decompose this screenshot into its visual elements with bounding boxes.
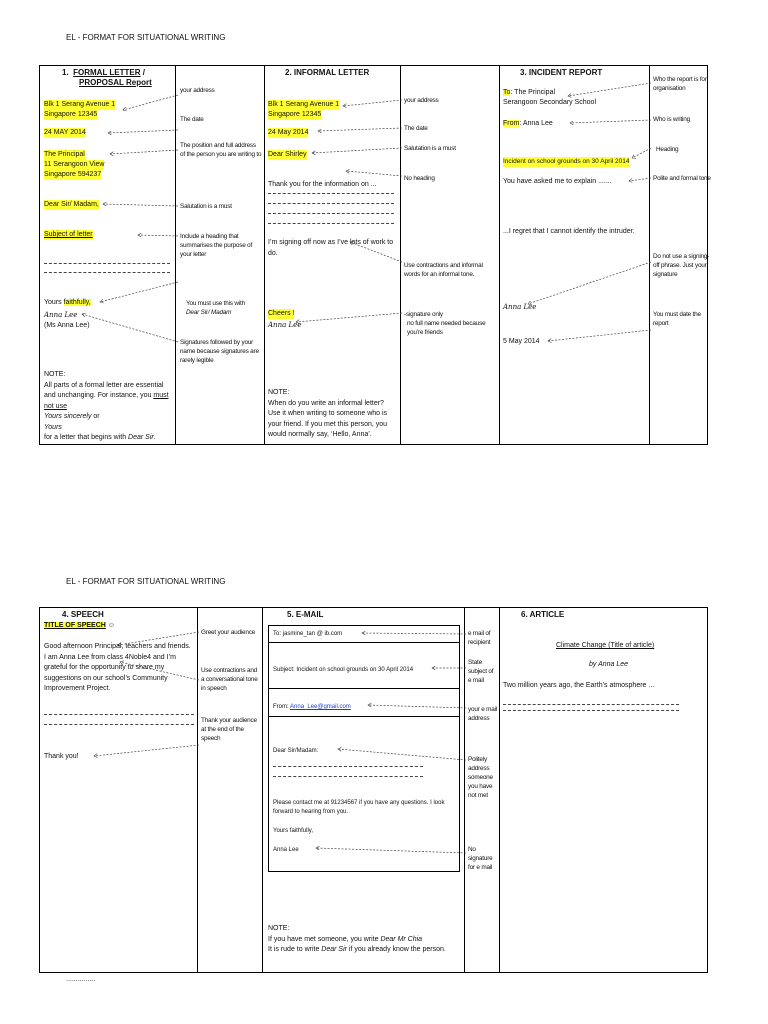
note-politely: Politely address someone you have not met — [468, 756, 493, 799]
note-date: The date — [404, 125, 428, 132]
arrow — [570, 120, 651, 123]
salutation: Dear Sir/ Madam, — [44, 201, 99, 208]
incident-heading: 3. INCIDENT REPORT — [520, 68, 603, 77]
arrow — [568, 83, 651, 96]
arrow — [350, 242, 402, 262]
email-heading: 5. E-MAIL — [287, 610, 324, 619]
page-title: EL - FORMAT FOR SITUATIONAL WRITING — [66, 577, 226, 586]
note-date: The date — [180, 116, 204, 123]
note-no-signoff: Do not use a signing-off phrase. Just your signature — [653, 253, 710, 278]
footer-dots: ............... — [66, 976, 96, 983]
note-recipient: The position and full address of the person you are writing to — [180, 142, 262, 158]
article-heading: 6. ARTICLE — [521, 610, 565, 619]
subject-line: Subject of letter — [44, 231, 93, 238]
arrow — [108, 130, 178, 133]
note-recipient-email: e mail of recipient — [468, 630, 491, 646]
note-report-for: Who the report is for; organisation — [653, 76, 709, 92]
note-salutation: Salutation is a must — [404, 145, 456, 152]
arrow — [346, 171, 402, 176]
article-title: Climate Change (Title of article) — [556, 642, 655, 649]
note-your-address: your address — [404, 97, 439, 104]
closing: Yours faithfully, — [44, 299, 91, 306]
email-note: NOTE: If you have met someone, you write Dear Mr Chia It is rude to write Dear Sir if you already know the person. — [268, 925, 446, 953]
signature: Anna Lee — [268, 321, 302, 329]
note-no-signature: No signature for e mail — [468, 846, 493, 871]
note-date-report: You must date the report — [653, 311, 701, 327]
note-your-address: your address — [180, 87, 215, 94]
arrow — [110, 150, 178, 154]
note-greet: Greet your audience — [201, 629, 256, 636]
note-salutation: Salutation is a must — [180, 203, 232, 210]
arrow — [528, 262, 651, 304]
arrow — [316, 848, 466, 853]
arrow — [123, 95, 178, 110]
recipient-address: 11 Serangoon View — [44, 161, 105, 168]
formal-note: NOTE: All parts of a formal letter are essential and unchanging. For instance, you must not use Yours sincerely or Yours for a letter that begins with Dear Sir. — [44, 371, 169, 441]
note-heading: Heading — [656, 146, 679, 153]
informal-heading: 2. INFORMAL LETTER — [285, 68, 370, 77]
letter-body-closing: I’m signing off now as I’ve lots of work to do. — [268, 239, 394, 257]
arrow — [343, 100, 402, 106]
report-date: 5 May 2014 — [503, 338, 540, 345]
arrow — [632, 148, 651, 158]
sender-address: Blk 1 Serang Avenue 1 — [44, 101, 116, 108]
note-signature-only: -signature only no full name needed because you’re friends — [404, 311, 486, 336]
letter-date: 24 May 2014 — [268, 129, 309, 136]
speech-title: TITLE OF SPEECH ☺ — [44, 622, 115, 629]
arrow — [82, 314, 178, 342]
article-body: Two million years ago, the Earth’s atmosphere ... — [503, 682, 655, 689]
salutation: Dear Shirley — [268, 151, 307, 158]
email-to-field: To: jasmine_tan @ ib.com — [273, 631, 343, 637]
email-closing: Yours faithfully, — [273, 828, 314, 834]
note-signature: Signatures followed by your name because signatures are rarely legible — [180, 339, 259, 364]
arrow — [629, 178, 651, 181]
report-body: You have asked me to explain ....... — [503, 178, 612, 185]
arrow — [120, 662, 199, 680]
note-thank: Thank your audience at the end of the speech — [201, 717, 257, 742]
note-subject: State subject of e mail — [468, 659, 494, 684]
note-heading: Include a heading that summarises the purpose of your letter — [180, 233, 253, 258]
sender-postcode: Singapore 12345 — [268, 111, 322, 118]
recipient-postcode: Singapore 594237 — [44, 171, 102, 178]
email-body: Please contact me at 91234567 if you have any questions. I look forward to hearing from you. — [273, 800, 445, 815]
arrow — [362, 633, 466, 634]
note-tone: Polite and formal tone — [653, 175, 711, 182]
arrow — [100, 282, 178, 302]
email-name: Anna Lee — [273, 847, 299, 853]
formal-heading-2: PROPOSAL Report — [79, 78, 152, 87]
formal-heading: 1. FORMAL LETTER / — [62, 68, 145, 77]
arrow — [312, 148, 402, 153]
page-title: EL - FORMAT FOR SITUATIONAL WRITING — [66, 33, 226, 42]
signature: Anna Lee — [44, 311, 78, 319]
recipient-position: The Principal — [44, 151, 85, 158]
note-conversational: Use contractions and a conversational tone in speech — [201, 667, 258, 692]
letter-body: Thank you for the information on ... — [268, 181, 377, 188]
note-no-heading: No heading — [404, 175, 435, 182]
letter-date: 24 MAY 2014 — [44, 129, 86, 136]
full-name: (Ms Anna Lee) — [44, 322, 90, 329]
note-who-writing: Who is writing — [653, 116, 690, 123]
signature: Anna Lee — [503, 303, 537, 311]
email-salutation: Dear Sir/Madam: — [273, 748, 319, 754]
arrow — [103, 204, 178, 206]
informal-note: NOTE: When do you write an informal letter? Use it when writing to someone who is your friend. If you met this person, you would normally say, ‘Hello, Anna’. — [268, 389, 388, 438]
sender-address: Blk 1 Serang Avenue 1 — [268, 101, 340, 108]
report-to: To: The Principal — [503, 89, 556, 96]
article-byline: by Anna Lee — [589, 661, 629, 668]
closing: Cheers ! — [268, 310, 295, 317]
note-yours-faithfully: You must use this with Dear Sir/ Madam — [186, 300, 245, 316]
report-body-end: ...I regret that I cannot identify the intruder. — [503, 228, 635, 235]
report-title: Incident on school grounds on 30 April 2014 — [503, 158, 630, 165]
speech-heading: 4. SPEECH — [62, 610, 104, 619]
arrow — [318, 128, 402, 131]
arrow — [138, 235, 178, 236]
arrow — [118, 632, 199, 645]
note-your-email: your e mail address — [468, 706, 498, 722]
arrow — [338, 749, 466, 760]
email-from-field: From: Anna_Lee@gmail.com — [273, 704, 351, 710]
report-to-org: Serangoon Secondary School — [503, 99, 597, 106]
report-from: From: Anna Lee — [503, 120, 553, 127]
arrow — [296, 313, 402, 322]
arrow — [548, 330, 651, 341]
arrow — [368, 705, 466, 708]
email-subject-field: Subject: Incident on school grounds on 30 April 2014 — [273, 667, 414, 673]
speech-body: Good afternoon Principal, teachers and friends. I am Anna Lee from class 4Noble4 and I’m grateful for the opportunity to share my suggestions on our school’s Community Improvement Project. — [44, 643, 191, 692]
email-link[interactable]: Anna_Lee@gmail.com — [290, 704, 351, 710]
note-informal-tone: Use contractions and informal words for an informal tone. — [404, 262, 483, 278]
sender-postcode: Singapore 12345 — [44, 111, 98, 118]
arrow — [94, 745, 199, 756]
speech-thanks: Thank you! — [44, 753, 79, 760]
